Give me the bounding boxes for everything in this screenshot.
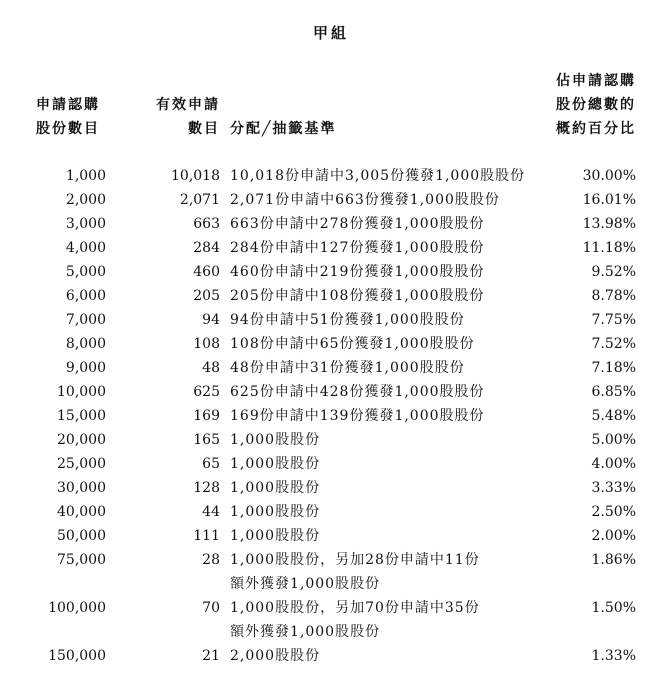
approx-percentage-cell: 1.86% [591, 552, 636, 568]
allocation-basis-cell [230, 404, 550, 428]
valid-applications-cell: 65 [202, 456, 220, 472]
header-valid-applications [156, 93, 220, 141]
table-title: 甲組 [312, 24, 349, 42]
table-row [0, 188, 662, 212]
approx-percentage-cell: 13.98% [582, 216, 636, 232]
approx-percentage-cell: 6.85% [591, 384, 636, 400]
shares-applied-cell: 100,000 [48, 600, 106, 616]
shares-applied-cell: 75,000 [57, 552, 106, 568]
shares-applied-cell: 1,000 [65, 168, 106, 184]
shares-applied-cell: 150,000 [48, 648, 106, 664]
header-valid-applications-line: 有效申請 [156, 97, 220, 113]
allocation-basis-line: 1,000股股份 [230, 480, 321, 496]
table-row [0, 476, 662, 500]
approx-percentage-cell: 4.00% [591, 456, 636, 472]
approx-percentage-cell: 2.00% [591, 528, 636, 544]
valid-applications-cell: 48 [202, 360, 220, 376]
valid-applications-cell: 2,071 [179, 192, 220, 208]
allocation-basis-line: 663份申請中278份獲發1,000股股份 [230, 216, 485, 232]
table-row [0, 308, 662, 332]
approx-percentage-cell: 16.01% [582, 192, 636, 208]
shares-applied-cell: 20,000 [57, 432, 106, 448]
table-row [0, 596, 662, 644]
table-row [0, 236, 662, 260]
shares-applied-cell: 6,000 [65, 288, 106, 304]
valid-applications-cell: 94 [202, 312, 220, 328]
approx-percentage-cell: 1.50% [591, 600, 636, 616]
shares-applied-cell: 4,000 [65, 240, 106, 256]
table-row [0, 404, 662, 428]
allocation-basis-line: 48份申請中31份獲發1,000股股份 [230, 360, 465, 376]
table-row [0, 164, 662, 188]
header-shares-applied [36, 93, 100, 141]
allocation-basis-cell [230, 332, 550, 356]
table-row [0, 356, 662, 380]
shares-applied-cell: 7,000 [65, 312, 106, 328]
table-row [0, 212, 662, 236]
header-approx-percentage-line: 股份總數的 [556, 97, 636, 113]
header-approx-percentage-line: 概約百分比 [556, 121, 636, 137]
allocation-basis-cell [230, 284, 550, 308]
shares-applied-cell: 25,000 [57, 456, 106, 472]
valid-applications-cell: 460 [193, 264, 220, 280]
table-row [0, 644, 662, 668]
header-valid-applications-line: 數目 [188, 121, 220, 137]
allocation-basis-line: 205份申請中108份獲發1,000股股份 [230, 288, 485, 304]
allocation-basis-line: 460份申請中219份獲發1,000股股份 [230, 264, 485, 280]
approx-percentage-cell: 7.75% [591, 312, 636, 328]
allocation-basis-cell [230, 212, 550, 236]
approx-percentage-cell: 7.52% [591, 336, 636, 352]
table-row [0, 500, 662, 524]
allocation-basis-line: 284份申請中127份獲發1,000股股份 [230, 240, 485, 256]
valid-applications-cell: 111 [193, 528, 220, 544]
allocation-basis-line: 1,000股股份，另加28份申請中11份 [230, 552, 480, 568]
allocation-basis-line: 1,000股股份，另加70份申請中35份 [230, 600, 480, 616]
allocation-basis-line: 169份申請中139份獲發1,000股股份 [230, 408, 485, 424]
table-row [0, 284, 662, 308]
approx-percentage-cell: 2.50% [591, 504, 636, 520]
shares-applied-cell: 10,000 [57, 384, 106, 400]
allocation-basis-cell [230, 524, 550, 548]
allocation-basis-cell [230, 188, 550, 212]
allocation-basis-line: 94份申請中51份獲發1,000股股份 [230, 312, 465, 328]
allocation-basis-cell [230, 500, 550, 524]
allocation-basis-cell [230, 164, 550, 188]
table-row [0, 380, 662, 404]
approx-percentage-cell: 7.18% [591, 360, 636, 376]
valid-applications-cell: 21 [202, 648, 220, 664]
allocation-basis-line: 1,000股股份 [230, 504, 321, 520]
allocation-basis-cell [230, 548, 550, 596]
valid-applications-cell: 128 [193, 480, 220, 496]
table-row [0, 332, 662, 356]
shares-applied-cell: 8,000 [65, 336, 106, 352]
allocation-basis-cell [230, 644, 550, 668]
approx-percentage-cell: 11.18% [582, 240, 636, 256]
allocation-basis-cell [230, 380, 550, 404]
allocation-basis-line: 額外獲發1,000股股份 [230, 624, 381, 640]
header-allocation-basis-line: 分配╱抽籤基準 [230, 121, 337, 137]
allocation-table-body [0, 164, 662, 668]
header-shares-applied-line: 申請認購 [36, 97, 100, 113]
valid-applications-cell: 10,018 [171, 168, 220, 184]
allocation-basis-line: 1,000股股份 [230, 528, 321, 544]
valid-applications-cell: 70 [202, 600, 220, 616]
allocation-basis-line: 10,018份申請中3,005份獲發1,000股股份 [230, 168, 526, 184]
allocation-basis-cell [230, 428, 550, 452]
allocation-basis-cell [230, 356, 550, 380]
valid-applications-cell: 625 [193, 384, 220, 400]
header-approx-percentage-line: 佔申請認購 [556, 73, 636, 89]
table-row [0, 524, 662, 548]
table-row [0, 548, 662, 596]
approx-percentage-cell: 3.33% [591, 480, 636, 496]
shares-applied-cell: 30,000 [57, 480, 106, 496]
allocation-basis-line: 2,000股股份 [230, 648, 321, 664]
header-shares-applied-line: 股份數目 [36, 121, 100, 137]
approx-percentage-cell: 9.52% [591, 264, 636, 280]
header-allocation-basis [230, 117, 336, 141]
table-row [0, 428, 662, 452]
allocation-basis-cell [230, 236, 550, 260]
shares-applied-cell: 3,000 [65, 216, 106, 232]
valid-applications-cell: 663 [193, 216, 220, 232]
shares-applied-cell: 5,000 [65, 264, 106, 280]
allocation-basis-cell [230, 452, 550, 476]
valid-applications-cell: 169 [193, 408, 220, 424]
valid-applications-cell: 284 [193, 240, 220, 256]
valid-applications-cell: 165 [193, 432, 220, 448]
shares-applied-cell: 2,000 [65, 192, 106, 208]
shares-applied-cell: 50,000 [57, 528, 106, 544]
table-row [0, 452, 662, 476]
table-row [0, 260, 662, 284]
allocation-basis-cell [230, 476, 550, 500]
allocation-basis-line: 108份申請中65份獲發1,000股股份 [230, 336, 475, 352]
approx-percentage-cell: 5.00% [591, 432, 636, 448]
shares-applied-cell: 9,000 [65, 360, 106, 376]
allocation-basis-line: 1,000股股份 [230, 456, 321, 472]
valid-applications-cell: 44 [202, 504, 220, 520]
allocation-basis-cell [230, 596, 550, 644]
allocation-basis-line: 額外獲發1,000股股份 [230, 576, 381, 592]
shares-applied-cell: 40,000 [57, 504, 106, 520]
approx-percentage-cell: 5.48% [591, 408, 636, 424]
allocation-basis-line: 2,071份申請中663份獲發1,000股股份 [230, 192, 500, 208]
allocation-basis-cell [230, 308, 550, 332]
valid-applications-cell: 205 [193, 288, 220, 304]
allocation-basis-line: 625份申請中428份獲發1,000股股份 [230, 384, 485, 400]
allocation-basis-line: 1,000股股份 [230, 432, 321, 448]
valid-applications-cell: 108 [193, 336, 220, 352]
approx-percentage-cell: 8.78% [591, 288, 636, 304]
approx-percentage-cell: 1.33% [591, 648, 636, 664]
valid-applications-cell: 28 [202, 552, 220, 568]
header-approx-percentage [556, 69, 636, 141]
allocation-basis-cell [230, 260, 550, 284]
shares-applied-cell: 15,000 [57, 408, 106, 424]
approx-percentage-cell: 30.00% [582, 168, 636, 184]
